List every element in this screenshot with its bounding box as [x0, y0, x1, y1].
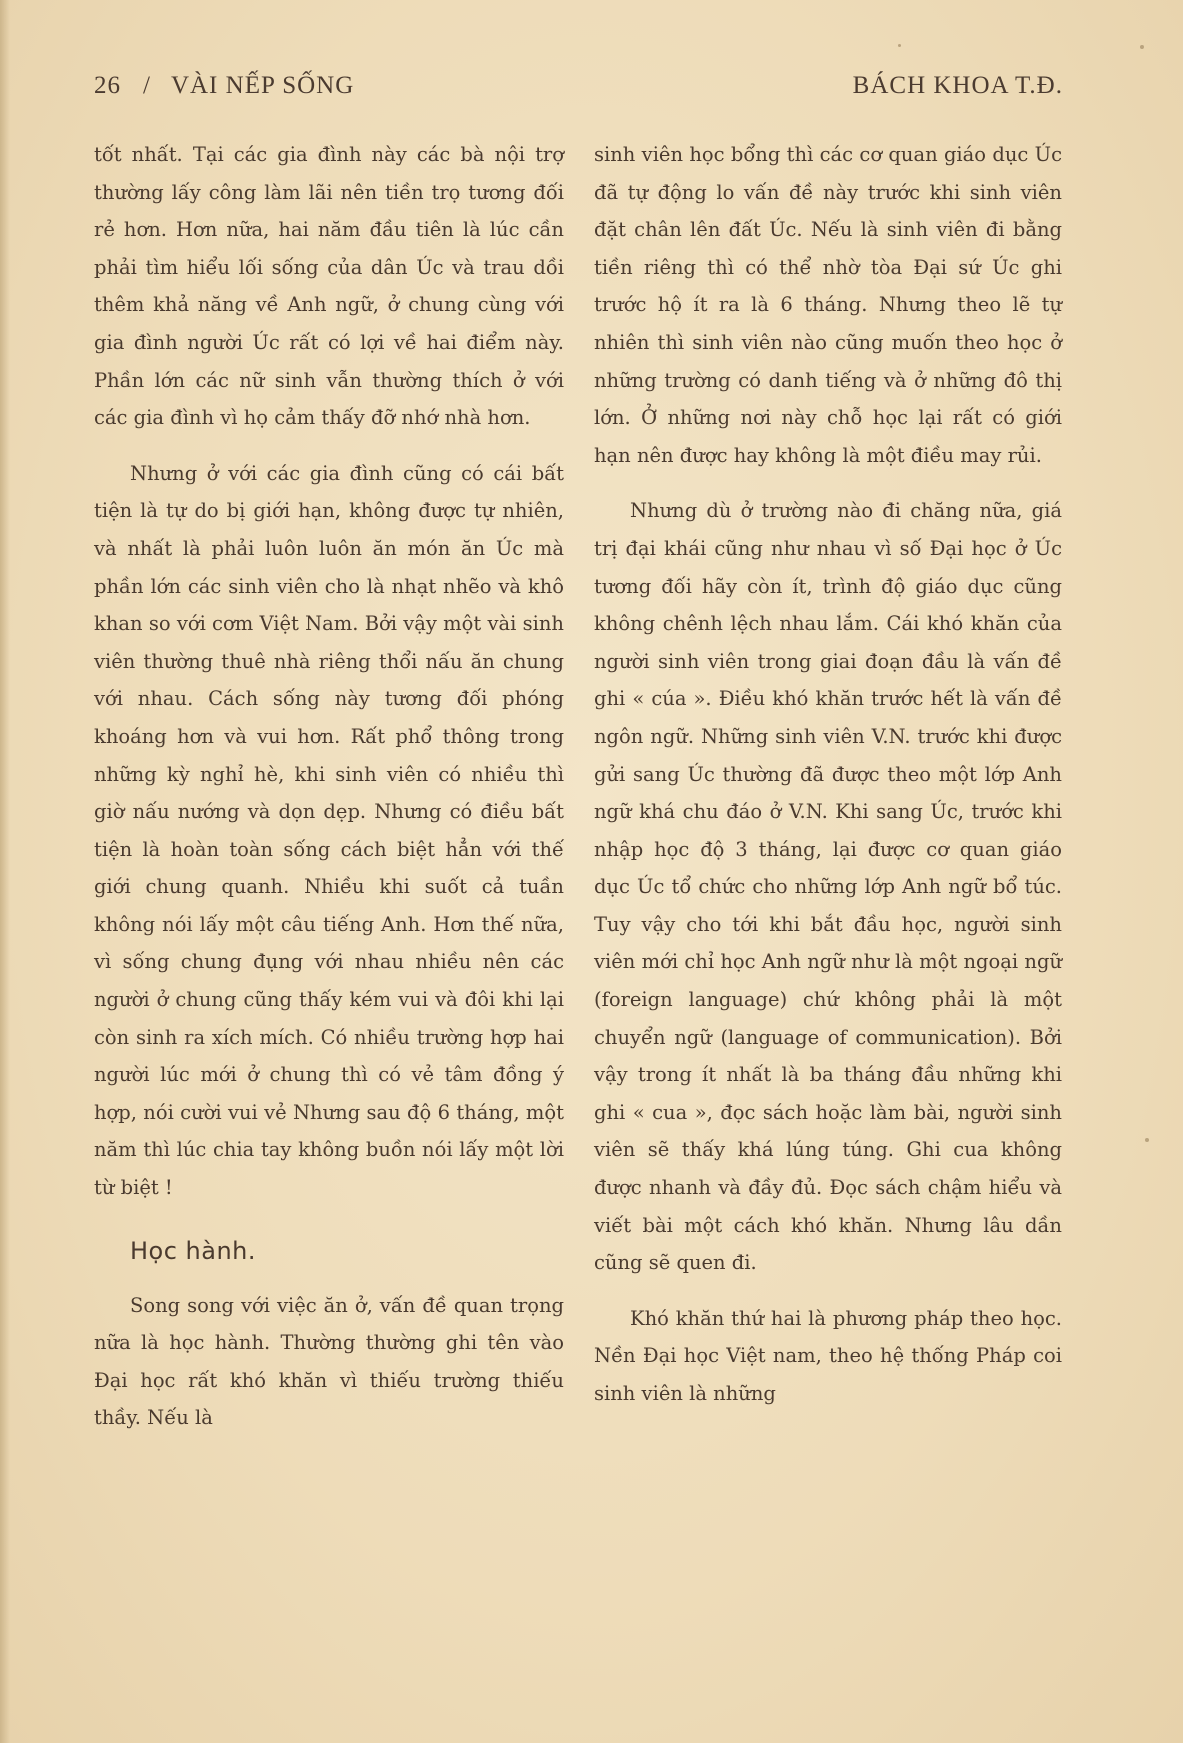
paragraph: Nhưng ở với các gia đình cũng có cái bất tiện là tự do bị giới hạn, không được tự nhiên, và nhất là phải luôn luôn ăn món ăn Úc mà phần lớn các sinh viên cho là nhạt nhẽo và khô khan so với cơm Việt Nam. Bởi vậy một vài sinh viên thường thuê nhà riêng thổi nấu ăn chung với nhau. Cách sống này tương đối phóng khoáng hơn và vui hơn. Rất phổ thông trong những kỳ nghỉ hè, khi sinh viên có nhiều thì giờ nấu nướng và dọn dẹp. Nhưng có điều bất tiện là hoàn toàn sống cách biệt hẳn với thế giới chung quanh. Nhiều khi suốt cả tuần không nói lấy một câu tiếng Anh. Hơn thế nữa, vì sống chung đụng với nhau nhiều nên các người ở chung cũng thấy kém vui và đôi khi lại còn sinh ra xích mích. Có nhiều trường hợp hai người lúc mới ở chung thì có vẻ tâm đồng ý hợp, nói cười vui vẻ Nhưng sau độ 6 tháng, một năm thì lúc chia tay không buồn nói lấy một lời từ biệt !: [94, 461, 564, 1200]
header-left: [94, 72, 354, 100]
paper-speck: [1145, 1138, 1149, 1142]
paragraph: sinh viên học bổng thì các cơ quan giáo dục Úc đã tự động lo vấn đề này trước khi sinh viên đặt chân lên đất Úc. Nếu là sinh viên đi bằng tiền riêng thì có thể nhờ tòa Đại sứ Úc ghi trước hộ ít ra là 6 tháng. Nhưng theo lẽ tự nhiên thì sinh viên nào cũng muốn theo học ở những trường có danh tiếng và ở những đô thị lớn. Ở những nơi này chỗ học lại rất có giới hạn nên được hay không là một điều may rủi.: [594, 143, 1062, 467]
paragraph: Song song với việc ăn ở, vấn đề quan trọng nữa là học hành. Thường thường ghi tên vào Đại học rất khó khăn vì thiếu trường thiếu thầy. Nếu là: [94, 1293, 564, 1430]
section-title: VÀI NẾP SỐNG: [170, 72, 355, 99]
left-column: [94, 136, 564, 1437]
paragraph: tốt nhất. Tại các gia đình này các bà nội trợ thường lấy công làm lãi nên tiền trọ tương đối rẻ hơn. Hơn nữa, hai năm đầu tiên là lúc cần phải tìm hiểu lối sống của dân Úc và trau dồi thêm khả năng về Anh ngữ, ở chung cùng với gia đình người Úc rất có lợi về hai điểm này. Phần lớn các nữ sinh vẫn thường thích ở với các gia đình vì họ cảm thấy đỡ nhớ nhà hơn.: [94, 143, 564, 430]
page-edge-shadow: [0, 0, 10, 1743]
paper-speck: [1140, 45, 1144, 49]
page-number: 26: [94, 72, 121, 99]
running-header: [94, 72, 1063, 112]
header-separator: /: [143, 72, 151, 99]
section-heading: Học hành.: [130, 1236, 257, 1265]
right-column: [594, 136, 1062, 1413]
paragraph: Nhưng dù ở trường nào đi chăng nữa, giá trị đại khái cũng như nhau vì số Đại học ở Úc tương đối hãy còn ít, trình độ giáo dục cũng không chênh lệch nhau lắm. Cái khó khăn của người sinh viên trong giai đoạn đầu là vấn đề ghi « cúa ». Điều khó khăn trước hết là vấn đề ngôn ngữ. Những sinh viên V.N. trước khi được gửi sang Úc thường đã được theo một lớp Anh ngữ khá chu đáo ở V.N. Khi sang Úc, trước khi nhập học độ 3 tháng, lại được cơ quan giáo dục Úc tổ chức cho những lớp Anh ngữ bổ túc. Tuy vậy cho tới khi bắt đầu học, người sinh viên mới chỉ học Anh ngữ như là một ngoại ngữ (foreign language) chứ không phải là một chuyển ngữ (language of communication). Bởi vậy trong ít nhất là ba tháng đầu những khi ghi « cua », đọc sách hoặc làm bài, người sinh viên sẽ thấy khá lúng túng. Ghi cua không được nhanh và đầy đủ. Đọc sách chậm hiểu và viết bài một cách khó khăn. Nhưng lâu dần cũng sẽ quen đi.: [594, 499, 1062, 1275]
paragraph: Khó khăn thứ hai là phương pháp theo học. Nền Đại học Việt nam, theo hệ thống Pháp coi sinh viên là những: [594, 1306, 1062, 1405]
paper-speck: [898, 44, 901, 47]
publication-title: BÁCH KHOA T.Đ.: [852, 72, 1063, 99]
